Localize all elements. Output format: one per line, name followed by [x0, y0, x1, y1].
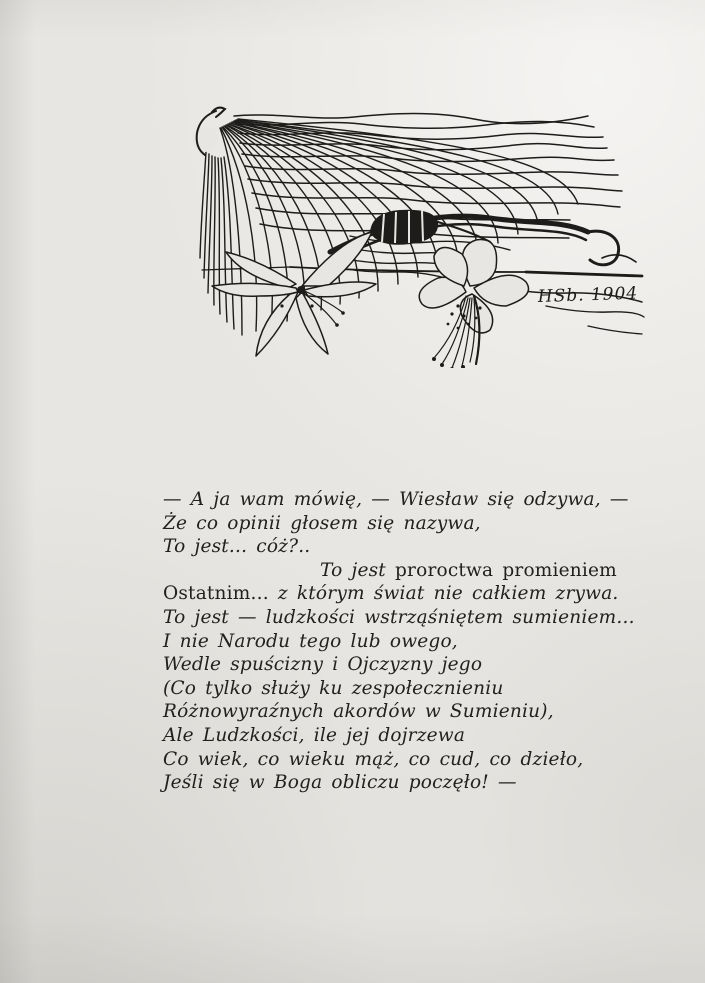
right-lily — [419, 240, 528, 368]
poem-line — [163, 630, 633, 654]
poem-line-text: — A ja wam mówię, — Wiesław się odzywa, — — [163, 489, 629, 510]
poem-line — [163, 535, 633, 559]
poem-line-text: Ale Ludzkości, ile jej dojrzewa — [163, 724, 466, 746]
poem-line — [163, 653, 633, 677]
poem-line-text: Jeśli się w Boga obliczu poczęło! — — [163, 772, 517, 794]
poem-line-text: Co wiek, co wieku mąż, co cud, co dzieło, — [163, 748, 584, 770]
poem-line — [163, 771, 633, 795]
poem-line-text: Różnowyraźnych akordów w Sumieniu), — [163, 701, 554, 723]
poem-line — [163, 512, 633, 536]
poem-line-text: Że co opinii głosem się nazywa, — [163, 512, 481, 534]
poem-text-block — [163, 488, 633, 795]
poem-line — [163, 559, 633, 583]
poem-line — [163, 488, 633, 512]
poem-line — [163, 724, 633, 748]
poem-line — [163, 606, 633, 630]
poem-line-text: To jest — [320, 559, 386, 581]
poem-line — [163, 748, 633, 772]
artist-signature: HSb. 1904 — [537, 283, 639, 307]
poem-line-text: Ostatnim... — [163, 583, 269, 605]
poem-line-text: To jest... cóż?.. — [163, 536, 311, 558]
left-lily — [212, 232, 376, 356]
poem-line — [163, 700, 633, 724]
poem-line-text: To jest — ludzkości wstrząśniętem sumieniem... — [163, 606, 635, 628]
poem-line — [163, 582, 633, 606]
poem-line — [163, 677, 633, 701]
ray-source-notch — [192, 108, 225, 155]
poem-line-text: proroctwa promieniem — [385, 559, 617, 581]
rays-and-lilies-drawing — [190, 100, 652, 368]
poem-line-text: I nie Narodu tego lub owego, — [163, 630, 458, 652]
headpiece-ink-drawing — [190, 100, 652, 368]
poem-line-text: Wedle spuścizny i Ojczyzny jego — [163, 654, 483, 676]
poem-line-text: z którym świat nie całkiem zrywa. — [268, 583, 619, 605]
poem-line-text: (Co tylko służy ku zespołecznieniu — [163, 677, 504, 699]
